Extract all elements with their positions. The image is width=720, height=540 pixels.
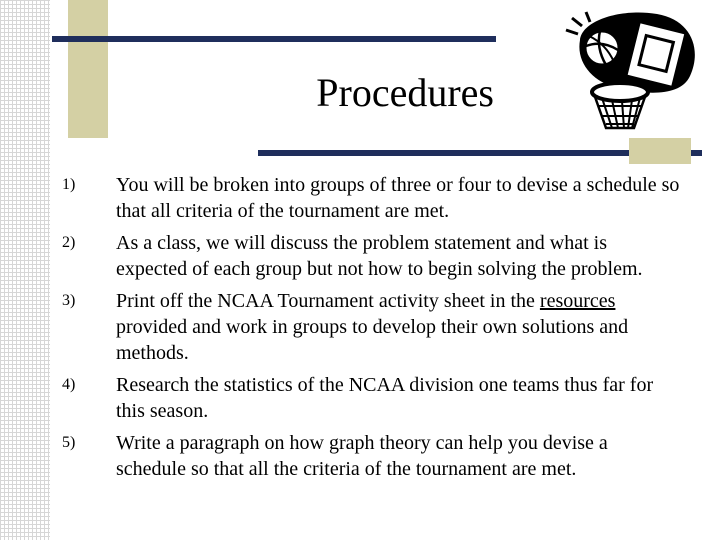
slide-title: Procedures	[316, 70, 494, 115]
item-number: 3)	[62, 292, 76, 309]
left-grid-pattern	[0, 0, 50, 540]
item-text: You will be broken into groups of three or four to devise a schedule so that all criteria of the tournament are met.	[116, 174, 680, 222]
item-number: 5)	[62, 434, 76, 451]
item-text: As a class, we will discuss the problem statement and what is expected of each group but not how to begin solving the problem.	[116, 232, 643, 280]
item-text: Write a paragraph on how graph theory can help you devise a schedule so that all the criteria of the tournament are met.	[116, 432, 608, 480]
basketball-hoop-icon	[562, 10, 702, 134]
list-item	[62, 430, 682, 482]
item-number: 4)	[62, 376, 76, 393]
item-text-before: Print off the NCAA Tournament activity sheet in the	[116, 290, 540, 312]
list-item	[62, 172, 682, 224]
item-text-after: provided and work in groups to develop their own solutions and methods.	[116, 316, 629, 364]
list-item	[62, 372, 682, 424]
accent-bar-left	[68, 0, 108, 138]
item-number: 1)	[62, 176, 76, 193]
item-number: 2)	[62, 234, 76, 251]
item-text	[116, 288, 682, 366]
list-item	[62, 230, 682, 282]
item-text: Research the statistics of the NCAA division one teams thus far for this season.	[116, 374, 654, 422]
list-item	[62, 288, 682, 366]
resources-link[interactable]: resources	[539, 290, 616, 312]
title-rule-top	[52, 36, 496, 42]
procedure-list	[62, 172, 682, 488]
accent-bar-right	[629, 138, 691, 164]
